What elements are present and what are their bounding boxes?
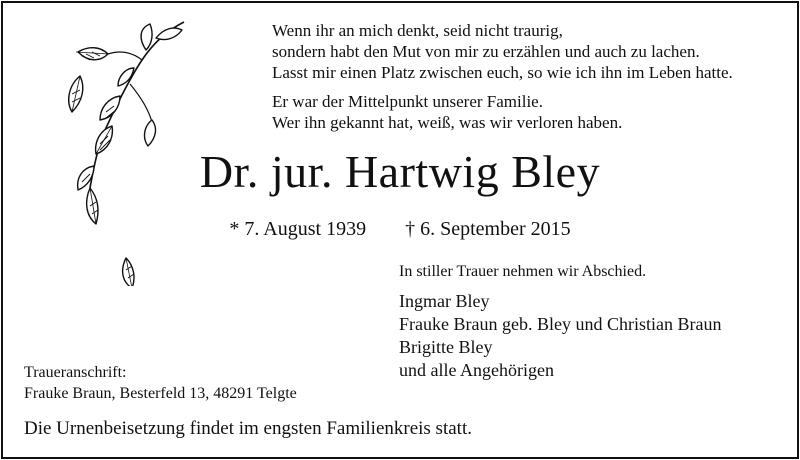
closing-line: Wer ihn gekannt hat, weiß, was wir verloren haben. — [272, 113, 623, 132]
poem-line: Lasst mir einen Platz zwischen euch, so wie ich ihn im Leben hatte. — [272, 63, 733, 82]
poem — [272, 20, 733, 133]
deceased-name: Dr. jur. Hartwig Bley — [199, 146, 601, 197]
birth-date: * 7. August 1939 — [229, 218, 367, 240]
mourners-list — [399, 290, 721, 382]
mourner: Ingmar Bley — [399, 291, 490, 311]
address-value: Frauke Braun, Besterfeld 13, 48291 Telgte — [24, 385, 297, 402]
address-label: Traueranschrift: — [24, 364, 127, 381]
mourning-address — [24, 362, 297, 404]
mourning-line: In stiller Trauer nehmen wir Abschied. — [399, 263, 647, 280]
poem-line: sondern habt den Mut von mir zu erzählen und auch zu lachen. — [272, 42, 700, 61]
death-date: † 6. September 2015 — [405, 218, 571, 240]
life-dates — [0, 216, 800, 242]
mourner: und alle Angehörigen — [399, 360, 554, 380]
closing-line: Er war der Mittelpunkt unserer Familie. — [272, 92, 543, 111]
burial-note: Die Urnenbeisetzung findet im engsten Familienkreis statt. — [24, 418, 472, 439]
poem-line: Wenn ihr an mich denkt, seid nicht traurig, — [272, 21, 563, 40]
mourner: Frauke Braun geb. Bley und Christian Braun — [399, 314, 722, 334]
mourner: Brigitte Bley — [399, 337, 493, 357]
